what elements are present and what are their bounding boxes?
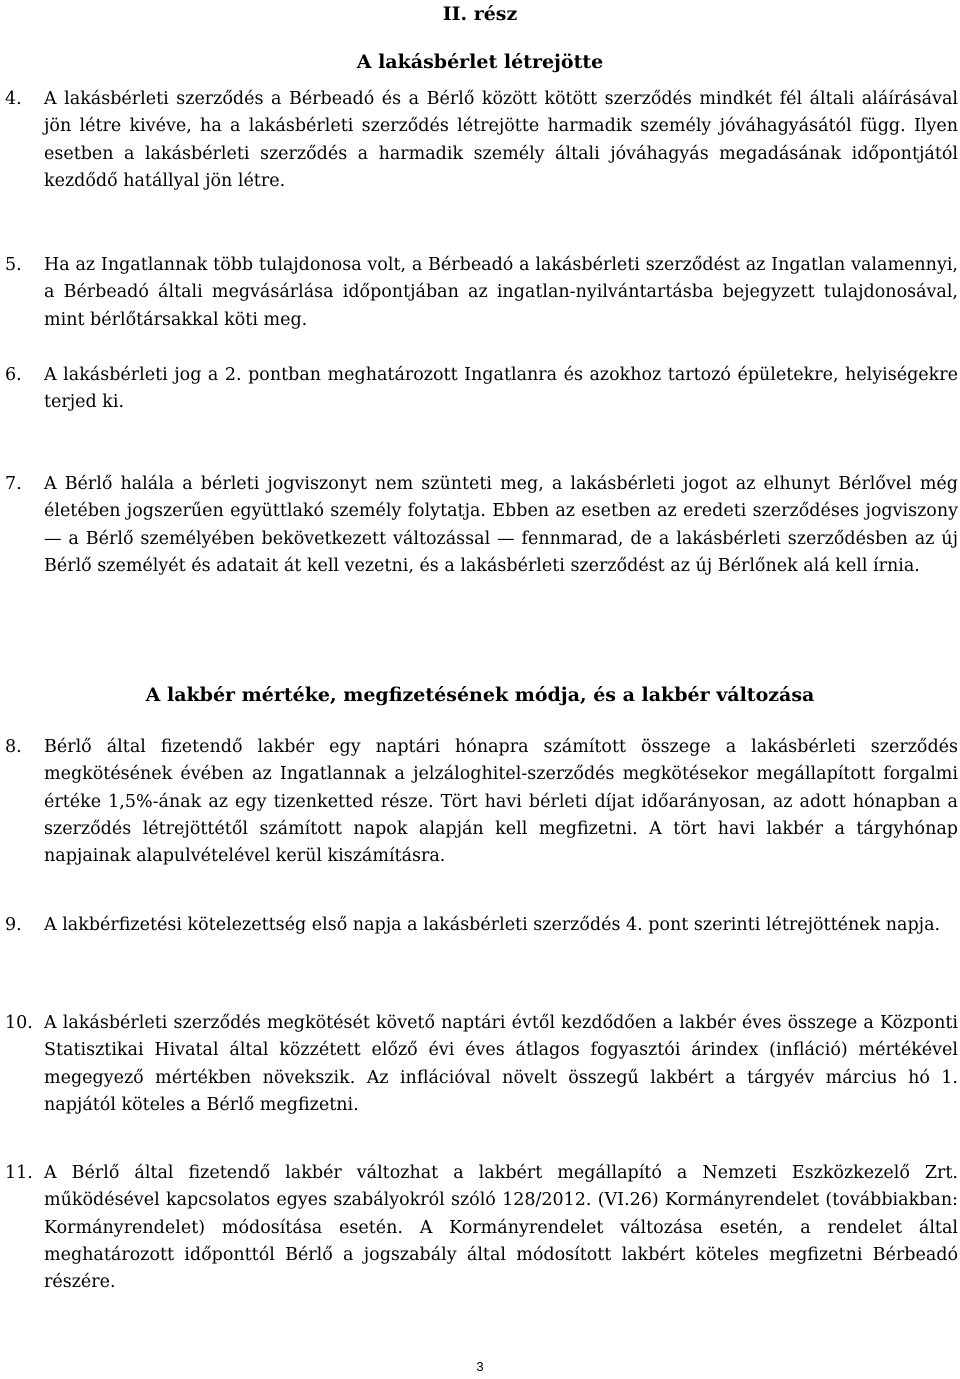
paragraph-6 (5, 362, 958, 417)
paragraph-text: Bérlő által fizetendő lakbér egy naptári hónapra számított összege a lakásbérleti szerződés megkötésének évében az Ingatlannak a jelzáloghitel-szerződés megkötésekor megállapított forgalmi értéke 1,5%-ának az egy tizenketted része. Tört havi bérleti díjat időarányosan, az adott hónapban a szerződés létrejöttétől számított napok alapján kell megfizetni. A tört havi lakbér a tárgyhónap napjainak alapulvételével kerül kiszámításra. (44, 737, 958, 867)
paragraph-9 (5, 912, 958, 939)
paragraph-text: A lakbérfizetési kötelezettség első napja a lakásbérleti szerződés 4. pont szerinti létrejöttének napja. (44, 915, 941, 935)
part-title: II. rész (442, 3, 518, 25)
paragraph-8 (5, 734, 958, 870)
paragraph-10 (5, 1010, 958, 1119)
paragraph-text: Ha az Ingatlannak több tulajdonosa volt, a Bérbeadó a lakásbérleti szerződést az Ingatlan valamennyi, a Bérbeadó általi megvásárlása időpontjában az ingatlan-nyilvántartásba bejegyzett tulajdonosával, mint bérlőtársakkal köti meg. (44, 255, 958, 330)
paragraph-number: 9. (5, 915, 22, 935)
paragraph-4 (5, 86, 958, 195)
paragraph-7 (5, 471, 958, 580)
paragraph-number: 10. (5, 1013, 33, 1033)
section-title-rent: A lakbér mértéke, megfizetésének módja, és a lakbér változása (145, 684, 815, 706)
paragraph-number: 4. (5, 89, 22, 109)
paragraph-number: 6. (5, 365, 22, 385)
section-title-lease-formation: A lakásbérlet létrejötte (356, 51, 604, 73)
paragraph-11 (5, 1160, 958, 1296)
page-number: 3 (476, 1359, 484, 1374)
paragraph-text: A Bérlő által fizetendő lakbér változhat a lakbért megállapító a Nemzeti Eszközkezelő Zrt. működésével kapcsolatos egyes szabályokról szóló 128/2012. (VI.26) Kormányrendelet (továbbiakban: Kormányrendelet) módosítása esetén. A Kormányrendelet változása esetén, a rendelet által meghatározott időponttól Bérlő a jogszabály által módosított lakbért köteles megfizetni Bérbeadó részére. (44, 1163, 958, 1293)
paragraph-number: 8. (5, 737, 22, 757)
paragraph-text: A lakásbérleti jog a 2. pontban meghatározott Ingatlanra és azokhoz tartozó épületekre, helyiségekre terjed ki. (44, 365, 958, 413)
paragraph-text: A lakásbérleti szerződés megkötését követő naptári évtől kezdődően a lakbér éves összege a Központi Statisztikai Hivatal által közzétett előző évi éves átlagos fogyasztói árindex (infláció) mértékével megegyező mértékben növekszik. Az inflációval növelt összegű lakbért a tárgyév március hó 1. napjától köteles a Bérlő megfizetni. (44, 1013, 958, 1115)
paragraph-number: 5. (5, 255, 22, 275)
paragraph-number: 7. (5, 474, 22, 494)
paragraph-5 (5, 252, 958, 334)
paragraph-text: A lakásbérleti szerződés a Bérbeadó és a Bérlő között kötött szerződés mindkét fél általi aláírásával jön létre kivéve, ha a lakásbérleti szerződés létrejötte harmadik személy jóváhagyásától függ. Ilyen esetben a lakásbérleti szerződés a harmadik személy általi jóváhagyás megadásának időpontjától kezdődő hatállyal jön létre. (44, 89, 958, 191)
paragraph-number: 11. (5, 1163, 33, 1183)
paragraph-text: A Bérlő halála a bérleti jogviszonyt nem szünteti meg, a lakásbérleti jogot az elhunyt Bérlővel még életében jogszerűen együttlakó személy folytatja. Ebben az esetben az eredeti szerződéses jogviszony — a Bérlő személyében bekövetkezett változással — fennmarad, de a lakásbérleti szerződésben az új Bérlő személyét és adatait át kell vezetni, és a lakásbérleti szerződést az új Bérlőnek alá kell írnia. (44, 474, 958, 576)
